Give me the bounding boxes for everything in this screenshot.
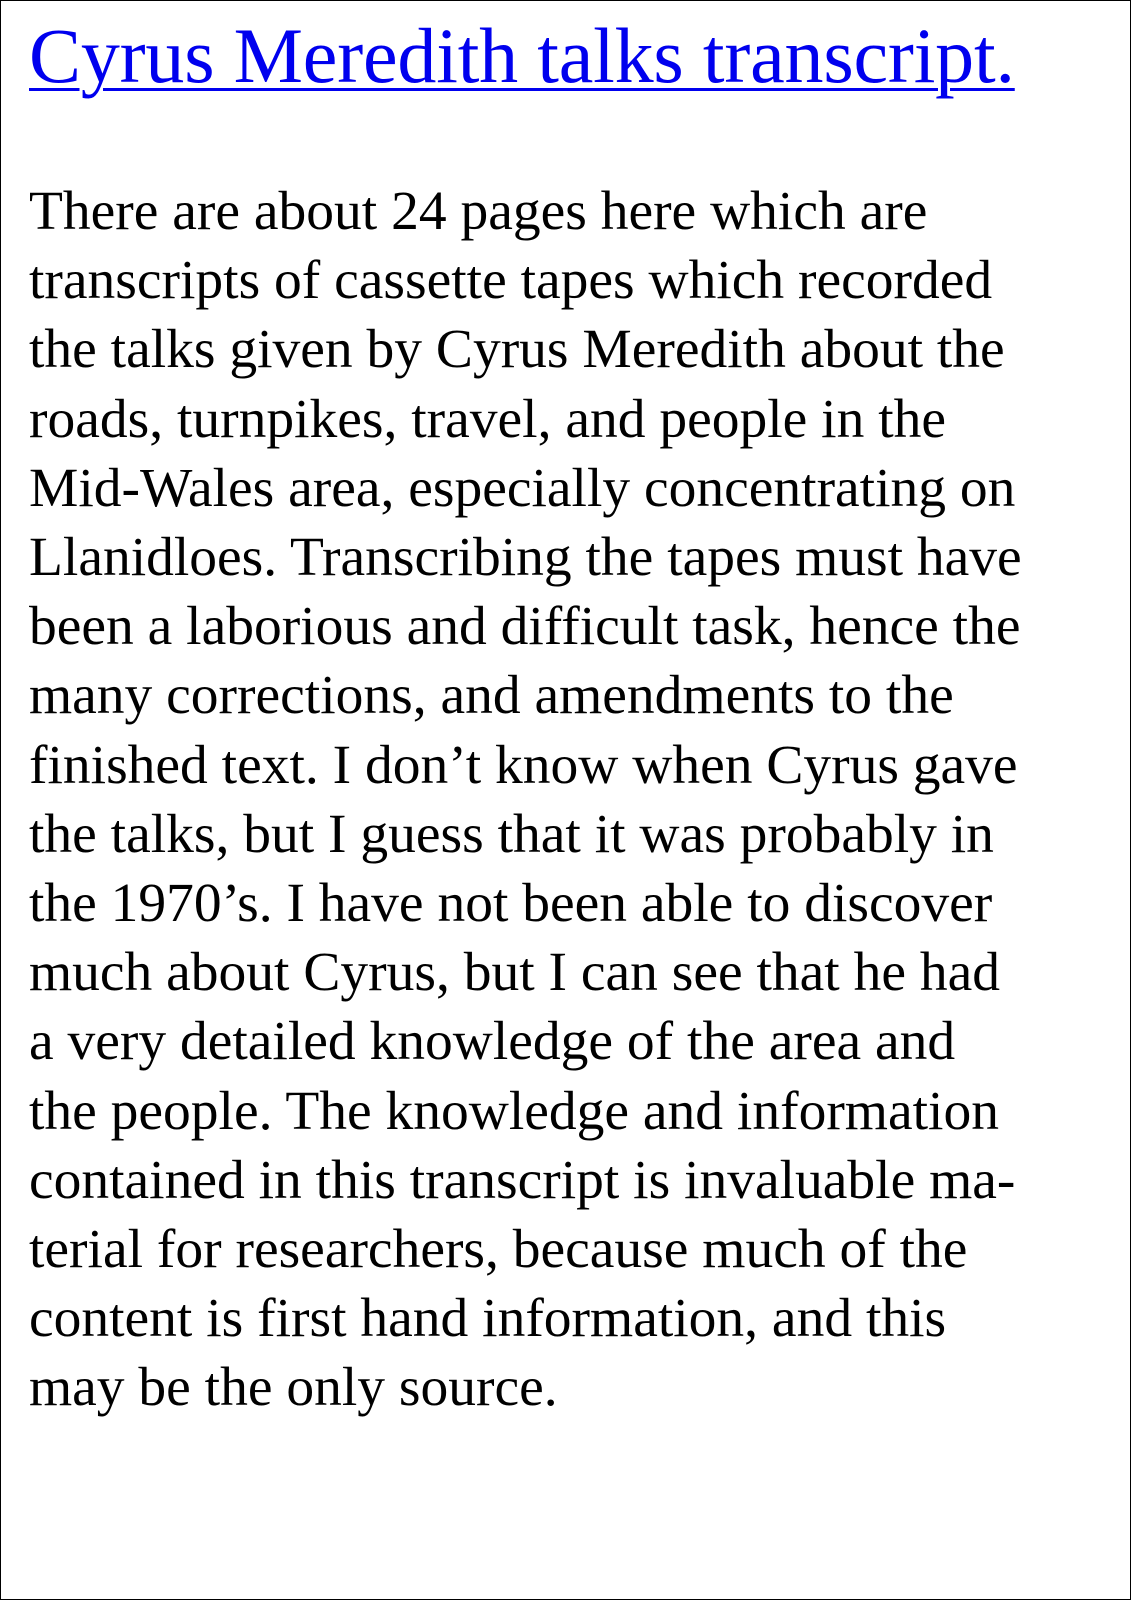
body-line: the people. The knowledge and information (29, 1080, 999, 1142)
body-line: There are about 24 pages here which are (29, 181, 928, 242)
body-line: terial for researchers, because much of the (29, 1219, 968, 1281)
body-line: much about Cyrus, but I can see that he had (29, 942, 1000, 1004)
body-line: contained in this transcript is invaluable ma- (29, 1149, 1016, 1211)
body-line: the 1970’s. I have not been able to discover (29, 873, 993, 935)
body-line: many corrections, and amendments to the (29, 665, 954, 727)
body-line: roads, turnpikes, travel, and people in the (29, 388, 947, 450)
body-paragraph (29, 177, 1114, 1423)
body-line: a very detailed knowledge of the area and (29, 1011, 956, 1073)
body-line: the talks, but I guess that it was probably in (29, 803, 994, 865)
body-line: Mid-Wales area, especially concentrating on (29, 457, 1016, 519)
body-line: Llanidloes. Transcribing the tapes must have (29, 527, 1022, 589)
body-line: the talks given by Cyrus Meredith about the (29, 319, 1005, 381)
body-line: been a laborious and difficult task, hence the (29, 596, 1021, 658)
page-title (29, 13, 1015, 99)
title-link[interactable]: Cyrus Meredith talks transcript. (29, 12, 1015, 99)
body-line: finished text. I don’t know when Cyrus gave (29, 734, 1018, 796)
body-line: may be the only source. (29, 1357, 558, 1419)
body-line: content is first hand information, and this (29, 1288, 947, 1350)
body-line: transcripts of cassette tapes which recorded (29, 250, 993, 312)
